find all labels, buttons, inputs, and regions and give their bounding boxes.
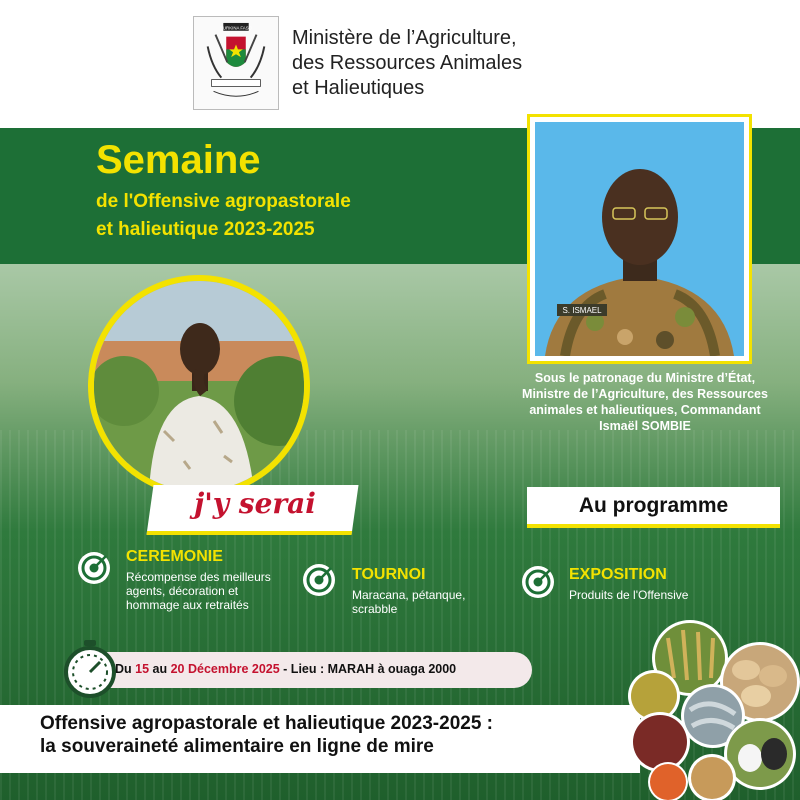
patronage-line-2: Ministre de l’Agriculture, des Ressources [522, 387, 768, 401]
coat-of-arms-logo [193, 16, 279, 110]
jy-serai-text: j'y serai [194, 487, 316, 520]
programme-item-desc: Maracana, pétanque, scrabble [352, 588, 466, 616]
produce-collage-image [628, 618, 800, 800]
tagline: Offensive agropastorale et halieutique 2023-2025 : la souveraineté alimentaire en ligne de mire [40, 713, 494, 757]
patronage-line-3 [500, 402, 790, 418]
patronage-line-1: Sous le patronage du Ministre d’État, [534, 371, 756, 385]
event-title: Semaine [96, 138, 261, 182]
date-start-day: 15 [135, 662, 150, 676]
target-icon [76, 550, 112, 586]
patron-rank: Commandant [680, 403, 761, 417]
patronage-caption [500, 370, 790, 434]
patron-name: Ismaël SOMBIE [599, 419, 691, 433]
programme-heading: Au programme [578, 494, 729, 517]
programme-item-desc: Récompense des meilleurs agents, décoration et hommage aux retraités [126, 570, 271, 612]
date-prefix: Du [115, 662, 136, 676]
svg-text:BURKINA FASO: BURKINA FASO [219, 25, 253, 31]
date-mid: au [149, 662, 171, 676]
target-icon [520, 564, 556, 600]
svg-text:S. ISMAEL: S. ISMAEL [562, 306, 602, 315]
attendee-photo [94, 281, 304, 491]
attendee-photo-frame [88, 275, 310, 497]
location: - Lieu : MARAH à ouaga 2000 [279, 662, 457, 676]
minister-portrait [535, 122, 744, 356]
programme-item-title: TOURNOI [352, 566, 426, 583]
date-end: 20 Décembre 2025 [170, 662, 280, 676]
header [0, 0, 800, 128]
stopwatch-icon [62, 640, 118, 698]
programme-item-title: CEREMONIE [126, 548, 223, 565]
minister-portrait-frame [527, 114, 752, 364]
date-location-text [115, 662, 456, 676]
event-subtitle: de l'Offensive agropastorale et halieutique 2023-2025 [96, 191, 351, 240]
programme-item-desc: Produits de l'Offensive [569, 588, 689, 602]
patronage-line-3-text: animales et halieutiques, [529, 403, 681, 417]
target-icon [301, 562, 337, 598]
programme-item-title: EXPOSITION [569, 566, 667, 583]
ministry-name: Ministère de l’Agriculture, des Ressources Animales et Halieutiques [292, 27, 523, 99]
